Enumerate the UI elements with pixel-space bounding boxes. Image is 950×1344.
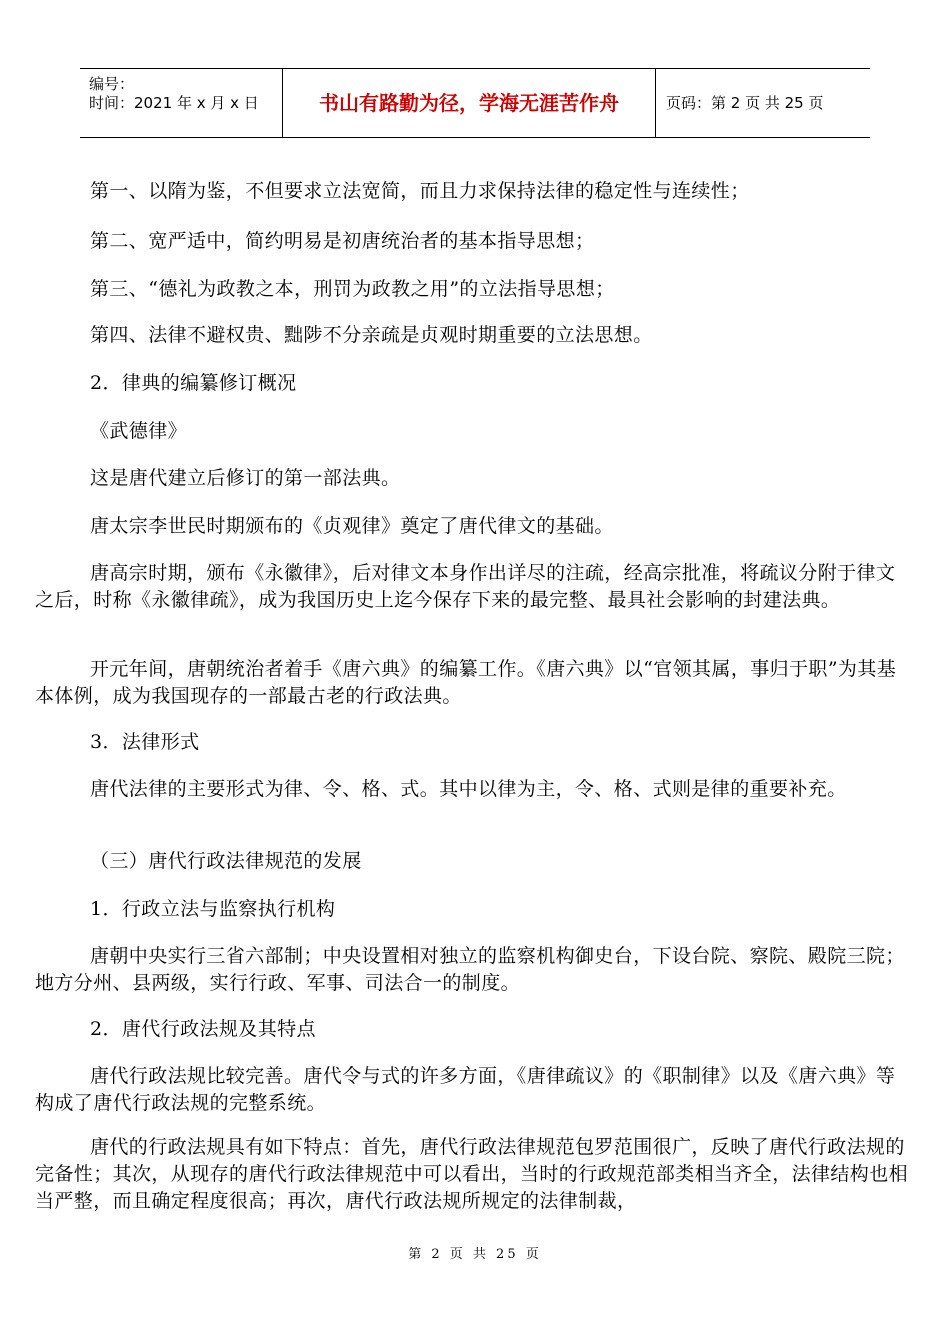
paragraph-10: 唐朝中央实行三省六部制；中央设置相对独立的监察机构御史台，下设台院、察院、殿院三院；地方分州、县两级，实行行政、军事、司法合一的制度。 <box>35 945 905 994</box>
paragraph-11: 唐代行政法规比较完善。唐代令与式的许多方面，《唐律疏议》的《职制律》以及《唐六典》等构成了唐代行政法规的完整系统。 <box>35 1065 896 1114</box>
header-page-info: 页码：第 2 页 共 25 页 <box>666 94 824 112</box>
section-heading-1: 1．行政立法与监察执行机构 <box>90 898 336 920</box>
paragraph-12: 唐代的行政法规具有如下特点：首先，唐代行政法律规范包罗范围很广，反映了唐代行政法规的完备性；其次，从现存的唐代行政法律规范中可以看出，当时的行政规范部类相当齐全，法律结构也相当严整，而且确定程度很高；再次，唐代行政法规所规定的法律制裁， <box>35 1136 909 1212</box>
paragraph-3: 第三、“德礼为政教之本，刑罚为政教之用”的立法指导思想； <box>90 278 615 300</box>
paragraph-9: 唐代法律的主要形式为律、令、格、式。其中以律为主，令、格、式则是律的重要补充。 <box>90 778 847 800</box>
section-heading-2: 2．律典的编纂修订概况 <box>90 372 297 394</box>
page-header <box>80 68 870 138</box>
section-heading-san: （三）唐代行政法律规范的发展 <box>90 850 362 872</box>
header-motto-cell <box>283 69 656 137</box>
paragraph-6: 唐太宗李世民时期颁布的《贞观律》奠定了唐代律文的基础。 <box>90 515 614 537</box>
section-heading-2b: 2．唐代行政法规及其特点 <box>90 1018 316 1040</box>
header-motto: 书山有路勤为径，学海无涯苦作舟 <box>319 91 619 115</box>
paragraph-2: 第二、宽严适中，简约明易是初唐统治者的基本指导思想； <box>90 230 595 252</box>
section-heading-3: 3．法律形式 <box>90 731 200 753</box>
header-page-cell <box>656 69 870 137</box>
paragraph-4: 第四、法律不避权贵、黜陟不分亲疏是贞观时期重要的立法思想。 <box>90 324 653 346</box>
header-meta-cell <box>80 69 283 137</box>
page-footer: 第 2 页 共 25 页 <box>408 1247 542 1262</box>
paragraph-1: 第一、以隋为鉴，不但要求立法宽简，而且力求保持法律的稳定性与连续性； <box>90 180 750 202</box>
document-number: 编号： <box>89 75 135 93</box>
paragraph-5: 这是唐代建立后修订的第一部法典。 <box>90 467 401 489</box>
paragraph-8: 开元年间，唐朝统治者着手《唐六典》的编纂工作。《唐六典》以“官领其属，事归于职”为其基本体例，成为我国现存的一部最古老的行政法典。 <box>35 658 897 707</box>
paragraph-wudelu-title: 《武德律》 <box>90 420 188 442</box>
paragraph-7: 唐高宗时期，颁布《永徽律》，后对律文本身作出详尽的注疏，经高宗批准，将疏议分附于律文之后，时称《永徽律疏》，成为我国历史上迄今保存下来的最完整、最具社会影响的封建法典。 <box>35 562 896 611</box>
document-date: 时间：2021 年 x 月 x 日 <box>89 94 259 112</box>
